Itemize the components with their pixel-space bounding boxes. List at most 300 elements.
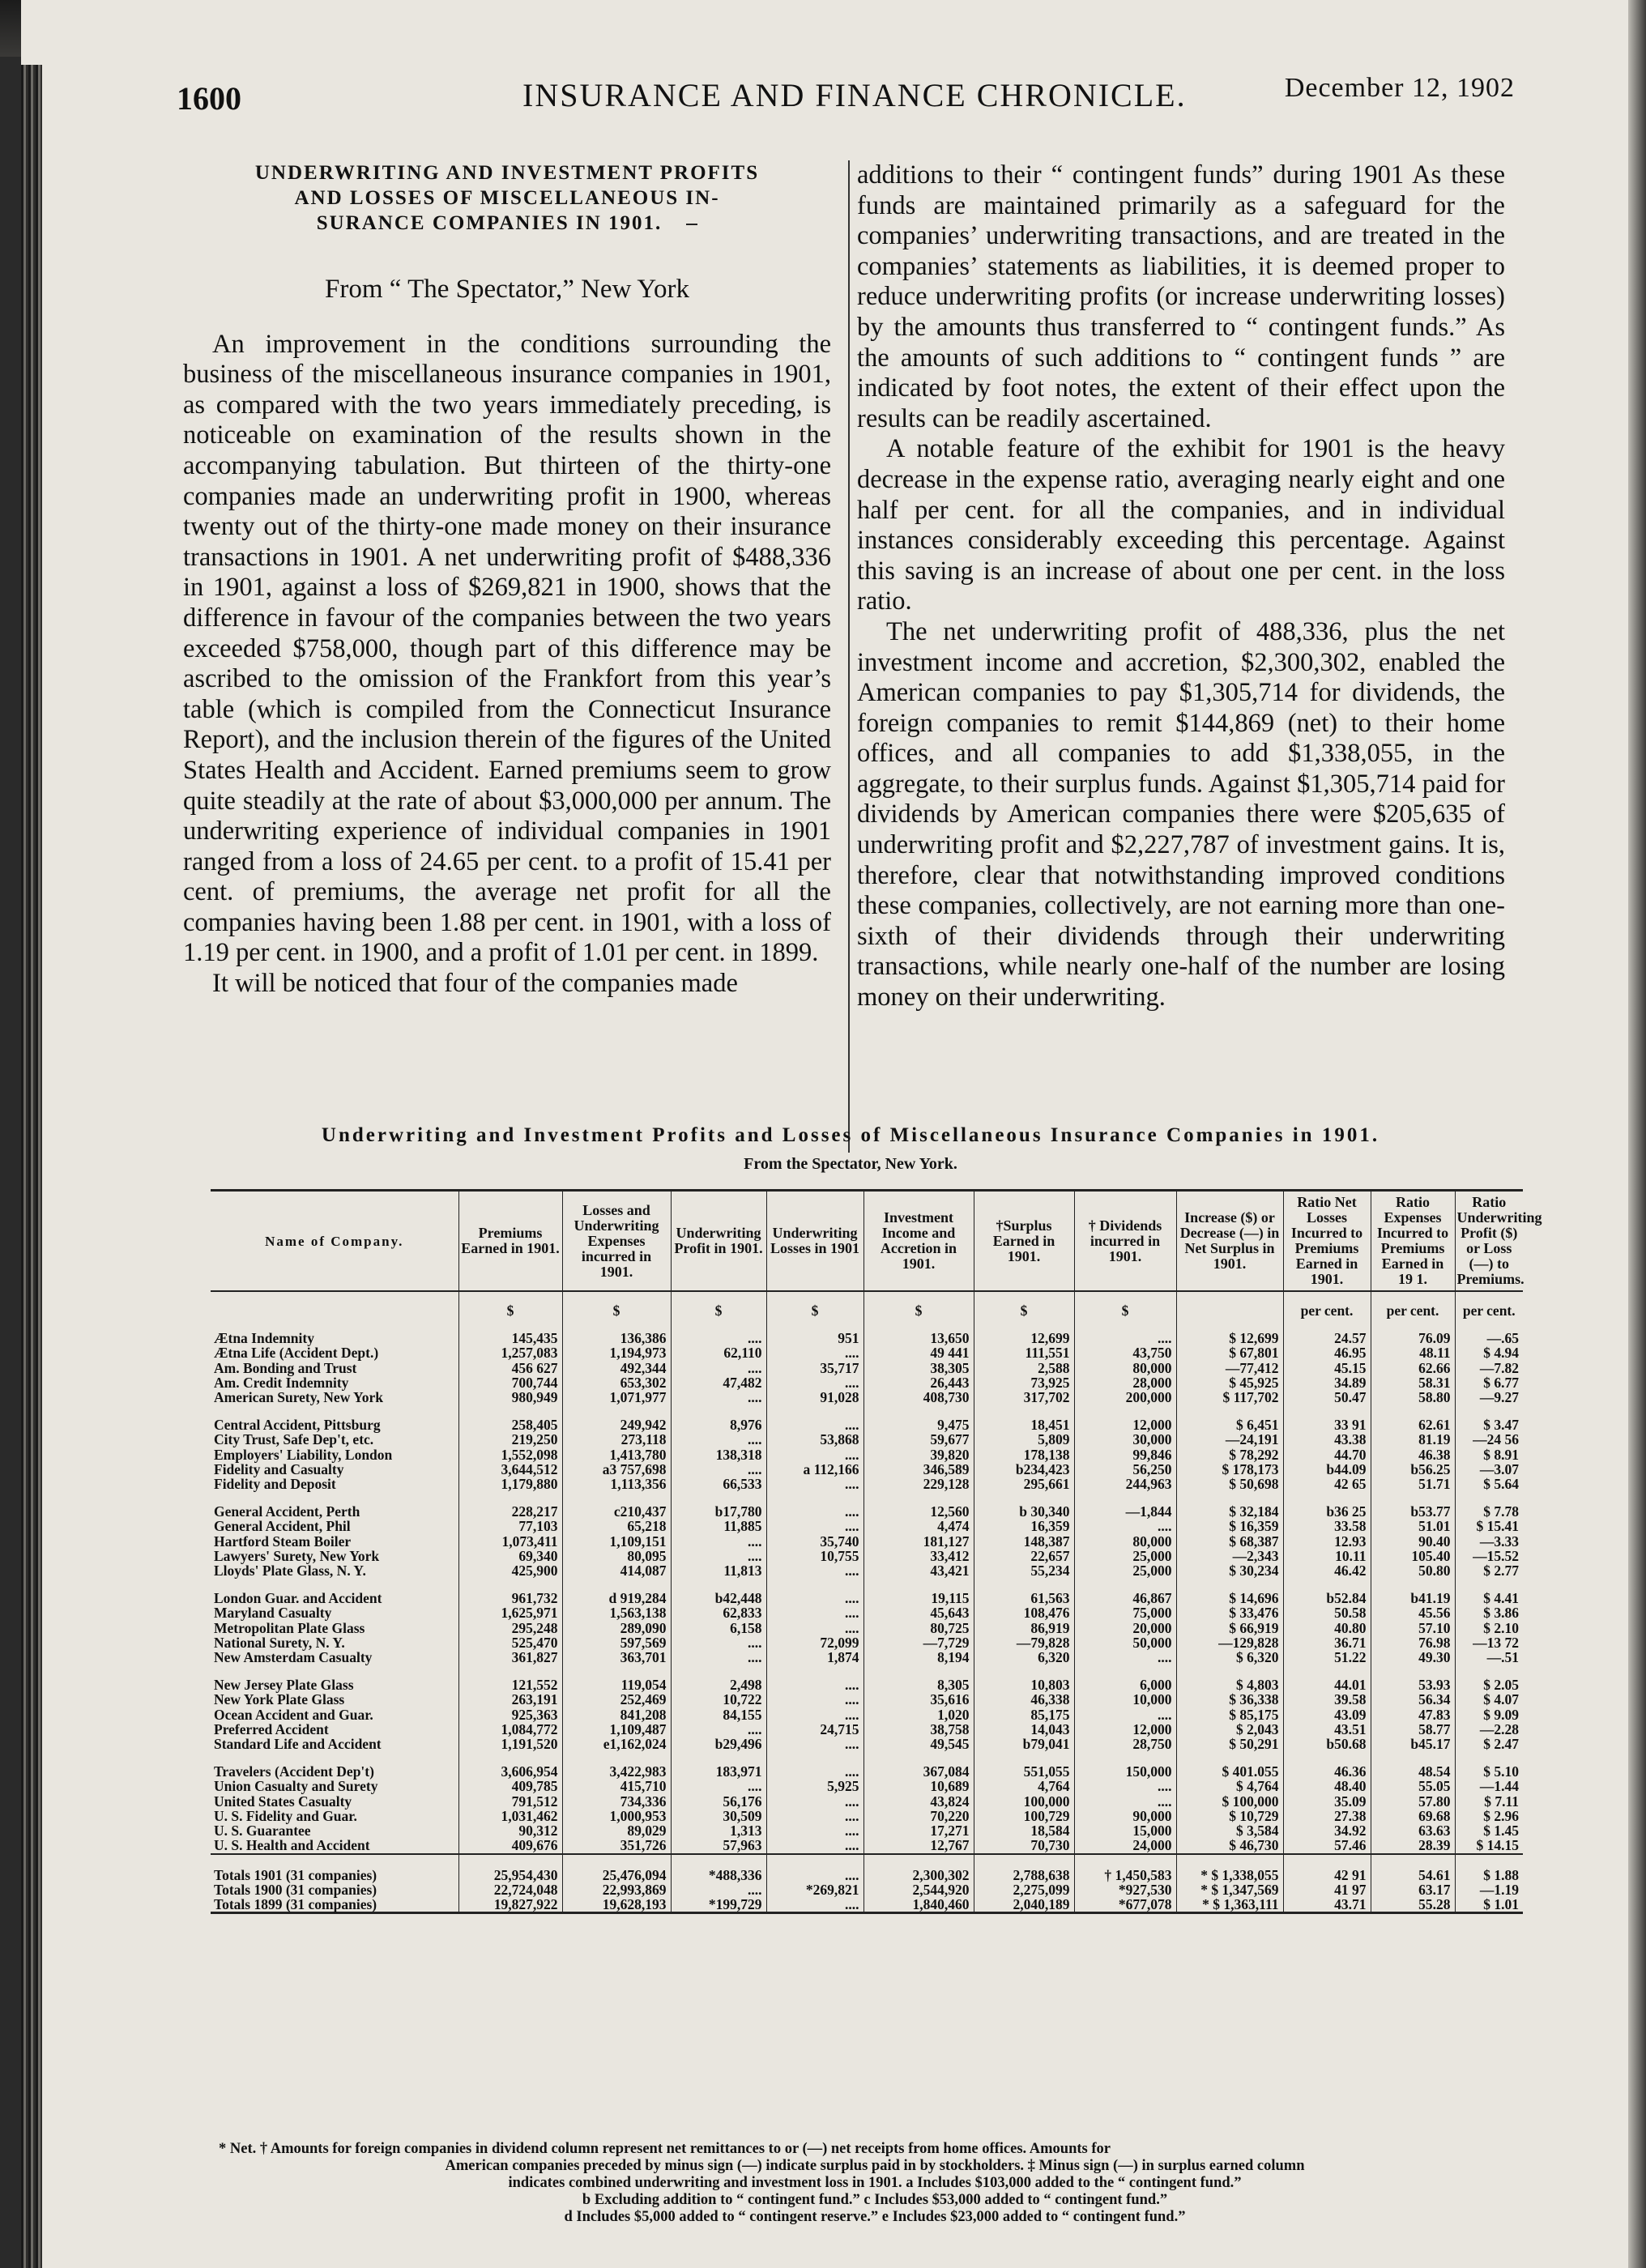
table-row [211, 1650, 1523, 1665]
table-cell: 46.38 [1371, 1447, 1455, 1462]
table-row [211, 1707, 1523, 1722]
table-cell: 425,900 [458, 1563, 562, 1578]
totals-cell: 19,628,193 [562, 1897, 671, 1913]
table-cell: 415,710 [562, 1779, 671, 1793]
table-cell: —7,729 [864, 1635, 974, 1650]
table-cell: $ 50,291 [1176, 1737, 1283, 1751]
table-cell: 6,158 [671, 1621, 766, 1635]
table-header-row [211, 1191, 1523, 1292]
table-cell: .... [671, 1534, 766, 1549]
totals-cell: *269,821 [766, 1882, 864, 1897]
table-cell: .... [671, 1779, 766, 1793]
totals-cell: $ 1.01 [1455, 1897, 1523, 1913]
table-cell: 53.93 [1371, 1665, 1455, 1692]
table-cell: .... [766, 1809, 864, 1823]
table-cell: 178,138 [974, 1447, 1074, 1462]
table-cell: 57.80 [1371, 1794, 1455, 1809]
paragraph: It will be noticed that four of the companies made [212, 969, 738, 999]
table-cell: $ 32,184 [1176, 1491, 1283, 1519]
table-cell: 91,028 [766, 1390, 864, 1405]
table-cell: 72,099 [766, 1635, 864, 1650]
table-cell: 90.40 [1371, 1534, 1455, 1549]
totals-cell: 19,827,922 [458, 1897, 562, 1913]
company-name: New York Plate Glass [214, 1691, 345, 1708]
table-cell: —24,191 [1176, 1432, 1283, 1447]
table-cell: 56,250 [1074, 1462, 1176, 1477]
table-cell: 492,344 [562, 1361, 671, 1375]
table-cell: 12,000 [1074, 1722, 1176, 1737]
table-cell: 10,722 [671, 1692, 766, 1707]
table-cell: 48.54 [1371, 1751, 1455, 1779]
table-cell: 1,563,138 [562, 1605, 671, 1620]
table-cell: b44.09 [1283, 1462, 1371, 1477]
unit-cell: $ [1074, 1291, 1176, 1318]
table-cell: 70,220 [864, 1809, 974, 1823]
table-cell: 48.11 [1371, 1345, 1455, 1360]
table-cell: 791,512 [458, 1794, 562, 1809]
table-title: Underwriting and Investment Profits and Losses of Miscellaneous Insurance Companies in 1901. [321, 1124, 1380, 1146]
column-rule [848, 160, 850, 1153]
table-row [211, 1318, 1523, 1345]
table-cell: 2,498 [671, 1665, 766, 1692]
table-cell: 980,949 [458, 1390, 562, 1405]
table-cell: 408,730 [864, 1390, 974, 1405]
table-cell: 6,000 [1074, 1665, 1176, 1692]
totals-cell: *927,530 [1074, 1882, 1176, 1897]
table-cell: 89,029 [562, 1823, 671, 1838]
table-cell: 258,405 [458, 1405, 562, 1432]
table-cell: —3.07 [1455, 1462, 1523, 1477]
table-cell: 25,000 [1074, 1563, 1176, 1578]
table-cell: $ 3.47 [1455, 1405, 1523, 1432]
company-name: Union Casualty and Surety [214, 1778, 378, 1795]
table-cell: $ 4,764 [1176, 1779, 1283, 1793]
table-cell: 46.42 [1283, 1563, 1371, 1578]
article-left-column [183, 160, 831, 1000]
table-cell: 53,868 [766, 1432, 864, 1447]
table-cell: .... [671, 1361, 766, 1375]
running-header [154, 71, 1547, 117]
table-cell: 34.89 [1283, 1375, 1371, 1390]
table-cell: $ 7.78 [1455, 1491, 1523, 1519]
table-row [211, 1405, 1523, 1432]
table-cell: $ 178,173 [1176, 1462, 1283, 1477]
table-cell: 841,208 [562, 1707, 671, 1722]
table-cell: b42,448 [671, 1578, 766, 1605]
column-header: Ratio Underwriting Profit ($) or Loss (—) to Premiums. [1455, 1191, 1523, 1292]
totals-cell: $ 1.88 [1455, 1854, 1523, 1882]
totals-cell: —1.19 [1455, 1882, 1523, 1897]
table-row [211, 1534, 1523, 1549]
table-cell: .... [766, 1823, 864, 1838]
table-cell: .... [766, 1345, 864, 1360]
table-cell: 45.56 [1371, 1605, 1455, 1620]
table-cell: 1,552,098 [458, 1447, 562, 1462]
table-cell: 200,000 [1074, 1390, 1176, 1405]
table-cell: 1,191,520 [458, 1737, 562, 1751]
table-cell: $ 4,803 [1176, 1665, 1283, 1692]
table-cell: 16,359 [974, 1519, 1074, 1533]
table-cell: 3,644,512 [458, 1462, 562, 1477]
totals-cell: * $ 1,338,055 [1176, 1854, 1283, 1882]
table-row [211, 1477, 1523, 1491]
table-cell: 81.19 [1371, 1432, 1455, 1447]
table-cell: $ 14.15 [1455, 1838, 1523, 1853]
totals-cell: 22,724,048 [458, 1882, 562, 1897]
table-cell: —77,412 [1176, 1361, 1283, 1375]
table-cell: 551,055 [974, 1751, 1074, 1779]
table-cell: $ 12,699 [1176, 1318, 1283, 1345]
footnote-line: * Net. † Amounts for foreign companies in dividend column represent net remittances to or (—) net receipts from home offices. Amounts for [219, 2141, 1111, 2157]
table-cell: .... [671, 1462, 766, 1477]
table-cell: 105.40 [1371, 1549, 1455, 1563]
table-row [211, 1432, 1523, 1447]
table-cell: 86,919 [974, 1621, 1074, 1635]
table-cell: 63.63 [1371, 1823, 1455, 1838]
table-cell: $ 14,696 [1176, 1578, 1283, 1605]
totals-row [211, 1854, 1523, 1882]
totals-cell: † 1,450,583 [1074, 1854, 1176, 1882]
table-cell: 24.57 [1283, 1318, 1371, 1345]
table-cell: —.51 [1455, 1650, 1523, 1665]
table-cell: 46.36 [1283, 1751, 1371, 1779]
table-cell: b36 25 [1283, 1491, 1371, 1519]
table-cell: 295,248 [458, 1621, 562, 1635]
table-cell: 46,338 [974, 1692, 1074, 1707]
table-cell: b 30,340 [974, 1491, 1074, 1519]
company-name: American Surety, New York [214, 1389, 384, 1406]
table-cell: 45,643 [864, 1605, 974, 1620]
table-cell: 8,305 [864, 1665, 974, 1692]
table-cell: 1,257,083 [458, 1345, 562, 1360]
column-header: Losses and Underwriting Expenses incurred in 1901. [562, 1191, 671, 1292]
table-cell: 57.10 [1371, 1621, 1455, 1635]
table-cell: 2,588 [974, 1361, 1074, 1375]
table-cell: .... [766, 1707, 864, 1722]
table-cell: b45.17 [1371, 1737, 1455, 1751]
table-cell: $ 4.94 [1455, 1345, 1523, 1360]
table-cell: 10.11 [1283, 1549, 1371, 1563]
table-cell: 1,413,780 [562, 1447, 671, 1462]
column-header: Underwriting Profit in 1901. [671, 1191, 766, 1292]
table-cell: 43.38 [1283, 1432, 1371, 1447]
table-cell: 39.58 [1283, 1692, 1371, 1707]
table-source: From the Spectator, New York. [744, 1155, 957, 1173]
company-name: Fidelity and Deposit [214, 1476, 336, 1493]
table-cell: 3,422,983 [562, 1751, 671, 1779]
company-name: Hartford Steam Boiler [214, 1533, 352, 1550]
company-name: General Accident, Phil [214, 1518, 351, 1535]
table-cell: 346,589 [864, 1462, 974, 1477]
table-cell: .... [671, 1318, 766, 1345]
table-row [211, 1345, 1523, 1360]
paragraph: additions to their “ contingent funds” during 1901 As these funds are maintained primarily as a safeguard for the companies’ underwriting transactions, and are treated in the companies’ statements as liabilities, it is deemed proper to reduce underwriting profits (or increase underwriting losses) by the amounts thus transferred to “ contingent funds.” As the amounts of such additions to “ contingent funds ” are indicated by foot notes, the extent of their effect upon the results can be readily ascertained. [857, 160, 1505, 433]
table-cell: 58.31 [1371, 1375, 1455, 1390]
table-cell: 363,701 [562, 1650, 671, 1665]
company-name: Employers' Liability, London [214, 1446, 393, 1463]
totals-cell: 2,275,099 [974, 1882, 1074, 1897]
table-cell: 12.93 [1283, 1534, 1371, 1549]
table-cell: 28.39 [1371, 1838, 1455, 1853]
table-cell: 90,312 [458, 1823, 562, 1838]
table-cell: 62.61 [1371, 1405, 1455, 1432]
table-cell: 100,729 [974, 1809, 1074, 1823]
table-cell: $ 50,698 [1176, 1477, 1283, 1491]
table-cell: 51.01 [1371, 1519, 1455, 1533]
table-cell: $ 4.07 [1455, 1692, 1523, 1707]
table-cell: 49.30 [1371, 1650, 1455, 1665]
table-row [211, 1578, 1523, 1605]
table-cell: $ 68,387 [1176, 1534, 1283, 1549]
table-cell: 35,740 [766, 1534, 864, 1549]
table-cell: .... [766, 1737, 864, 1751]
table-row [211, 1621, 1523, 1635]
table-row [211, 1665, 1523, 1692]
totals-cell: 54.61 [1371, 1854, 1455, 1882]
table-row [211, 1692, 1523, 1707]
table-cell: 34.92 [1283, 1823, 1371, 1838]
column-header: †Surplus Earned in 1901. [974, 1191, 1074, 1292]
footnotes [219, 2141, 1531, 2226]
scan-right-edge [1628, 0, 1646, 2268]
table-cell: $ 1.45 [1455, 1823, 1523, 1838]
company-name: U. S. Health and Accident [214, 1837, 370, 1854]
table-cell: 700,744 [458, 1375, 562, 1390]
table-cell: 73,925 [974, 1375, 1074, 1390]
table-cell: 58.77 [1371, 1722, 1455, 1737]
table-cell: —9.27 [1455, 1390, 1523, 1405]
column-header: Ratio Net Losses Incurred to Premiums Earned in 1901. [1283, 1191, 1371, 1292]
table-cell: 317,702 [974, 1390, 1074, 1405]
table-cell: 55,234 [974, 1563, 1074, 1578]
table-cell: 414,087 [562, 1563, 671, 1578]
company-name: Am. Credit Indemnity [214, 1374, 349, 1391]
company-name: Preferred Accident [214, 1720, 329, 1737]
table-cell: 80,095 [562, 1549, 671, 1563]
table-cell: 228,217 [458, 1491, 562, 1519]
table-cell: 43,421 [864, 1563, 974, 1578]
table-cell: 19,115 [864, 1578, 974, 1605]
table-cell: 44.01 [1283, 1665, 1371, 1692]
table-cell: 38,758 [864, 1722, 974, 1737]
table-cell: .... [766, 1519, 864, 1533]
company-name: Standard Life and Accident [214, 1736, 382, 1753]
column-header: Ratio Expenses Incurred to Premiums Earned in 19 1. [1371, 1191, 1455, 1292]
unit-row [211, 1291, 1523, 1318]
table-cell: 1,031,462 [458, 1809, 562, 1823]
table-cell: 108,476 [974, 1605, 1074, 1620]
company-name: Central Accident, Pittsburg [214, 1417, 381, 1434]
table-cell: 14,043 [974, 1722, 1074, 1737]
table-cell: 951 [766, 1318, 864, 1345]
results-table-wrap [211, 1189, 1542, 1914]
table-cell: .... [766, 1621, 864, 1635]
table-cell: 263,191 [458, 1692, 562, 1707]
company-name: Lloyds' Plate Glass, N. Y. [214, 1562, 366, 1580]
table-cell: 26,443 [864, 1375, 974, 1390]
table-cell: $ 3,584 [1176, 1823, 1283, 1838]
table-row [211, 1779, 1523, 1793]
column-header: Name of Company. [211, 1191, 458, 1292]
table-cell: 12,000 [1074, 1405, 1176, 1432]
totals-cell: *488,336 [671, 1854, 766, 1882]
table-row [211, 1375, 1523, 1390]
unit-cell [211, 1291, 458, 1318]
footnote-line: indicates combined underwriting and investment loss in 1901. a Includes $103,000 added to the “ contingent fund.” [508, 2175, 1242, 2191]
table-cell: 56,176 [671, 1794, 766, 1809]
table-cell: 1,179,880 [458, 1477, 562, 1491]
table-cell: 69,340 [458, 1549, 562, 1563]
table-cell: 11,885 [671, 1519, 766, 1533]
totals-label: Totals 1899 (31 companies) [214, 1895, 377, 1912]
table-cell: 1,874 [766, 1650, 864, 1665]
table-cell: 1,073,411 [458, 1534, 562, 1549]
table-row [211, 1390, 1523, 1405]
table-cell: 10,000 [1074, 1692, 1176, 1707]
table-cell: 50.47 [1283, 1390, 1371, 1405]
table-cell: b56.25 [1371, 1462, 1455, 1477]
totals-cell: 43.71 [1283, 1897, 1371, 1913]
table-cell: 66,533 [671, 1477, 766, 1491]
table-cell: 1,020 [864, 1707, 974, 1722]
table-cell: 56.34 [1371, 1692, 1455, 1707]
table-cell: 1,109,151 [562, 1534, 671, 1549]
table-cell: 69.68 [1371, 1809, 1455, 1823]
table-cell: $ 30,234 [1176, 1563, 1283, 1578]
table-cell: 77,103 [458, 1519, 562, 1533]
table-cell: 5,925 [766, 1779, 864, 1793]
table-cell: $ 4.41 [1455, 1578, 1523, 1605]
table-cell: $ 15.41 [1455, 1519, 1523, 1533]
table-cell: 136,386 [562, 1318, 671, 1345]
table-row [211, 1549, 1523, 1563]
table-cell: $ 78,292 [1176, 1447, 1283, 1462]
column-header: Underwriting Losses in 1901 [766, 1191, 864, 1292]
table-cell: 1,313 [671, 1823, 766, 1838]
table-cell: 5,809 [974, 1432, 1074, 1447]
footnote-line: b Excluding addition to “ contingent fund.” c Includes $53,000 added to “ contingent fund.” [582, 2192, 1168, 2208]
table-row [211, 1519, 1523, 1533]
table-cell: 30,509 [671, 1809, 766, 1823]
table-cell: $ 2.77 [1455, 1563, 1523, 1578]
table-body [211, 1291, 1523, 1913]
table-cell: 8,976 [671, 1405, 766, 1432]
table-cell: 597,569 [562, 1635, 671, 1650]
table-cell: 43.09 [1283, 1707, 1371, 1722]
unit-cell: $ [974, 1291, 1074, 1318]
table-cell: 35.09 [1283, 1794, 1371, 1809]
company-name: New Jersey Plate Glass [214, 1677, 354, 1694]
table-cell: 361,827 [458, 1650, 562, 1665]
table-cell: 4,764 [974, 1779, 1074, 1793]
table-cell: 121,552 [458, 1665, 562, 1692]
totals-cell: 22,993,869 [562, 1882, 671, 1897]
table-cell: 138,318 [671, 1447, 766, 1462]
table-cell: b17,780 [671, 1491, 766, 1519]
table-cell: 10,803 [974, 1665, 1074, 1692]
company-name: U. S. Guarantee [214, 1823, 311, 1840]
company-name: Travelers (Accident Dep't) [214, 1763, 374, 1780]
table-cell: —3.33 [1455, 1534, 1523, 1549]
table-cell: 1,000,953 [562, 1809, 671, 1823]
table-cell: $ 8.91 [1455, 1447, 1523, 1462]
table-cell: 80,000 [1074, 1361, 1176, 1375]
journal-title: INSURANCE AND FINANCE CHRONICLE. [522, 77, 1187, 113]
table-cell: 70,730 [974, 1838, 1074, 1853]
table-cell: 525,470 [458, 1635, 562, 1650]
table-cell: 58.80 [1371, 1390, 1455, 1405]
table-cell: .... [766, 1605, 864, 1620]
table-cell: .... [1074, 1779, 1176, 1793]
table-cell: $ 45,925 [1176, 1375, 1283, 1390]
table-cell: 76.09 [1371, 1318, 1455, 1345]
table-cell: 183,971 [671, 1751, 766, 1779]
company-name: New Amsterdam Casualty [214, 1649, 373, 1666]
totals-cell: *199,729 [671, 1897, 766, 1913]
table-cell: 59,677 [864, 1432, 974, 1447]
table-cell: .... [766, 1447, 864, 1462]
table-cell: 61,563 [974, 1578, 1074, 1605]
table-cell: b53.77 [1371, 1491, 1455, 1519]
footnote-line: American companies preceded by minus sign (—) indicate surplus paid in by stockholders. ‡ Minus sign (—) in surplus earned column [445, 2158, 1305, 2174]
table-cell: 46.95 [1283, 1345, 1371, 1360]
totals-cell: .... [766, 1897, 864, 1913]
table-cell: 15,000 [1074, 1823, 1176, 1838]
table-cell: 33.58 [1283, 1519, 1371, 1533]
table-cell: 75,000 [1074, 1605, 1176, 1620]
table-row [211, 1751, 1523, 1779]
ornament-dash [686, 224, 697, 225]
table-cell: $ 6.77 [1455, 1375, 1523, 1390]
table-cell: b234,423 [974, 1462, 1074, 1477]
table-cell: $ 5.64 [1455, 1477, 1523, 1491]
table-cell: 45.15 [1283, 1361, 1371, 1375]
table-cell: —1,844 [1074, 1491, 1176, 1519]
table-cell: $ 66,919 [1176, 1621, 1283, 1635]
table-cell: $ 401.055 [1176, 1751, 1283, 1779]
unit-cell: per cent. [1283, 1291, 1371, 1318]
totals-cell: .... [671, 1882, 766, 1897]
table-row [211, 1491, 1523, 1519]
table-cell: 289,090 [562, 1621, 671, 1635]
totals-row [211, 1882, 1523, 1897]
table-cell: 46,867 [1074, 1578, 1176, 1605]
table-cell: 249,942 [562, 1405, 671, 1432]
table-cell: 55.05 [1371, 1779, 1455, 1793]
table-row [211, 1563, 1523, 1578]
table-cell: 20,000 [1074, 1621, 1176, 1635]
table-cell: $ 3.86 [1455, 1605, 1523, 1620]
totals-cell: 2,788,638 [974, 1854, 1074, 1882]
table-cell: —13 72 [1455, 1635, 1523, 1650]
company-name: Ocean Accident and Guar. [214, 1706, 373, 1723]
table-cell: .... [671, 1549, 766, 1563]
table-cell: d 919,284 [562, 1578, 671, 1605]
table-cell: 35,717 [766, 1361, 864, 1375]
table-cell: 24,000 [1074, 1838, 1176, 1853]
totals-cell: 2,040,189 [974, 1897, 1074, 1913]
table-cell: e1,162,024 [562, 1737, 671, 1751]
totals-cell: 1,840,460 [864, 1897, 974, 1913]
table-cell: 1,194,973 [562, 1345, 671, 1360]
results-table [211, 1189, 1542, 1914]
table-cell: 76.98 [1371, 1635, 1455, 1650]
table-cell: 456 627 [458, 1361, 562, 1375]
totals-cell: 41 97 [1283, 1882, 1371, 1897]
table-cell: $ 33,476 [1176, 1605, 1283, 1620]
table-cell: $ 5.10 [1455, 1751, 1523, 1779]
table-cell: 12,767 [864, 1838, 974, 1853]
